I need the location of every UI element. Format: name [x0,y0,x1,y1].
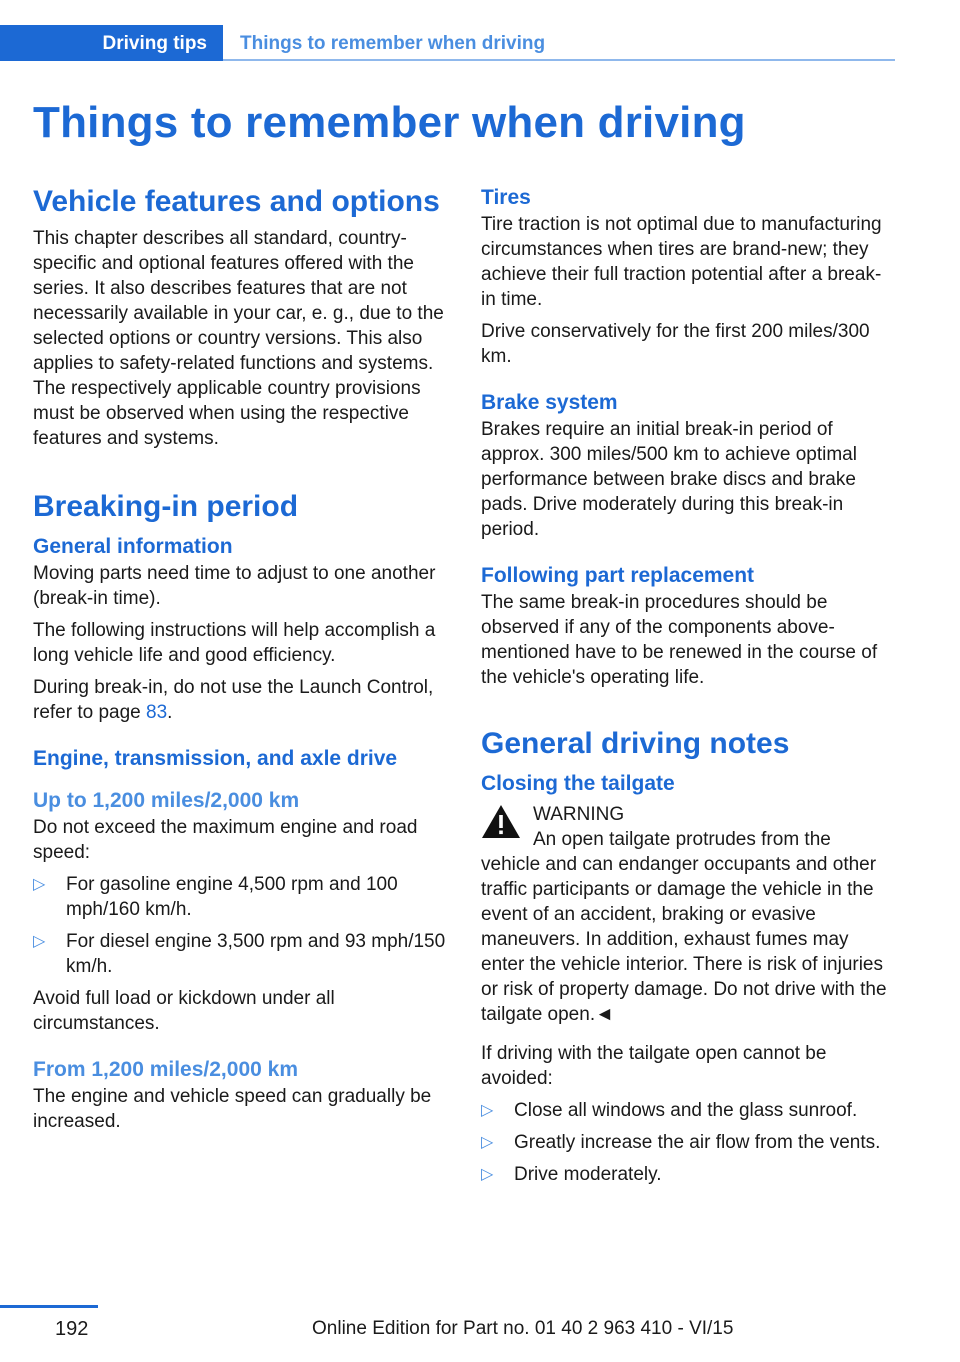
topic-breadcrumb[interactable]: Things to remember when driving [240,33,546,54]
breaking-in-heading: Breaking-in period [33,490,299,523]
general-info-p3-text: During break-in, do not use the Launch Control, refer to page [33,677,434,723]
brake-text: Brakes require an initial break-in period of approx. 300 miles/500 km to achieve optimal performance between brake discs and brake pads. Drive moderately during this break-in period. [481,419,857,540]
following-heading: Following part replacement [481,564,755,587]
engine-heading: Engine, transmission, and axle drive [33,747,398,770]
if-driving-text: If driving with the tailgate open cannot be avoided: [481,1043,827,1089]
vehicle-features-heading: Vehicle features and options [33,185,440,218]
list-item-text: Drive moderately. [514,1164,662,1185]
page-title: Things to remember when driving [33,98,746,147]
triangle-bullet-icon: ▷ [481,1134,494,1151]
list-item-text: Close all windows and the glass sunroof. [514,1100,858,1121]
warning-block [481,802,895,1027]
general-info-p2: The following instructions will help accomplish a long vehicle life and good efficiency. [33,620,436,666]
list-item-text: For gasoline engine 4,500 rpm and 100 mph/160 km/h. [66,874,398,920]
from-text: The engine and vehicle speed can gradually be increased. [33,1086,432,1132]
warning-body: An open tailgate protrudes from the vehicle and can endanger occupants and other traffic participants or damage the vehicle in the event of an accident, braking or evasive maneuvers. In addition, exhaust fumes may enter the vehicle interior. There is risk of injuries or risk of property damage. Do not drive with the tailgate open.◄ [481,829,887,1025]
list-item-text: Greatly increase the air flow from the vents. [514,1132,881,1153]
speed-limit-list [33,872,447,979]
right-column [481,184,895,1194]
general-info-heading: General information [33,535,233,558]
page-number: 192 [55,1318,89,1340]
warning-text [481,827,895,1027]
list-item [481,1162,895,1187]
avoid-text: Avoid full load or kickdown under all circumstances. [33,988,335,1034]
triangle-bullet-icon: ▷ [481,1102,494,1119]
list-item-text: For diesel engine 3,500 rpm and 93 mph/150 km/h. [66,931,446,977]
following-text: The same break-in procedures should be observed if any of the components above-mentioned have to be renewed in the course of the vehicle's operating life. [481,592,878,688]
list-item [481,1098,895,1123]
up-to-text: Do not exceed the maximum engine and road speed: [33,817,418,863]
general-info-p1: Moving parts need time to adjust to one another (break-in time). [33,563,436,609]
edition-text: Online Edition for Part no. 01 40 2 963 410 - VI/15 [312,1318,734,1339]
list-item [33,929,447,979]
triangle-bullet-icon: ▷ [33,876,46,893]
general-info-p3-end: . [167,702,173,723]
warning-triangle-icon [481,804,521,839]
warning-label: WARNING [533,804,625,825]
left-column [33,184,447,1141]
vehicle-features-text: This chapter describes all standard, country-specific and optional features offered with the series. It also describes features that are not necessarily available in your car, e. g., due to the selected options or country versions. This also applies to safety-related functions and systems. The respectively applicable country provisions must be observed when using the respective features and systems. [33,228,444,449]
tailgate-heading: Closing the tailgate [481,772,675,795]
section-tab[interactable] [0,25,223,61]
list-item [33,872,447,922]
triangle-bullet-icon: ▷ [33,933,46,950]
footer-divider [0,1305,98,1308]
from-heading: From 1,200 miles/2,000 km [33,1058,298,1081]
header-divider [223,59,895,61]
triangle-bullet-icon: ▷ [481,1166,494,1183]
tailgate-tips-list [481,1098,895,1187]
brake-heading: Brake system [481,391,618,414]
tires-p1: Tire traction is not optimal due to manufacturing circumstances when tires are brand-new; they achieve their full traction potential after a break-in time. [481,214,882,310]
page-83-link[interactable]: 83 [146,702,168,723]
up-to-heading: Up to 1,200 miles/2,000 km [33,789,300,812]
section-label: Driving tips [102,33,207,54]
general-info-p3 [33,675,447,725]
general-notes-heading: General driving notes [481,727,790,760]
tires-p2: Drive conservatively for the first 200 miles/300 km. [481,321,870,367]
tires-heading: Tires [481,186,531,209]
list-item [481,1130,895,1155]
